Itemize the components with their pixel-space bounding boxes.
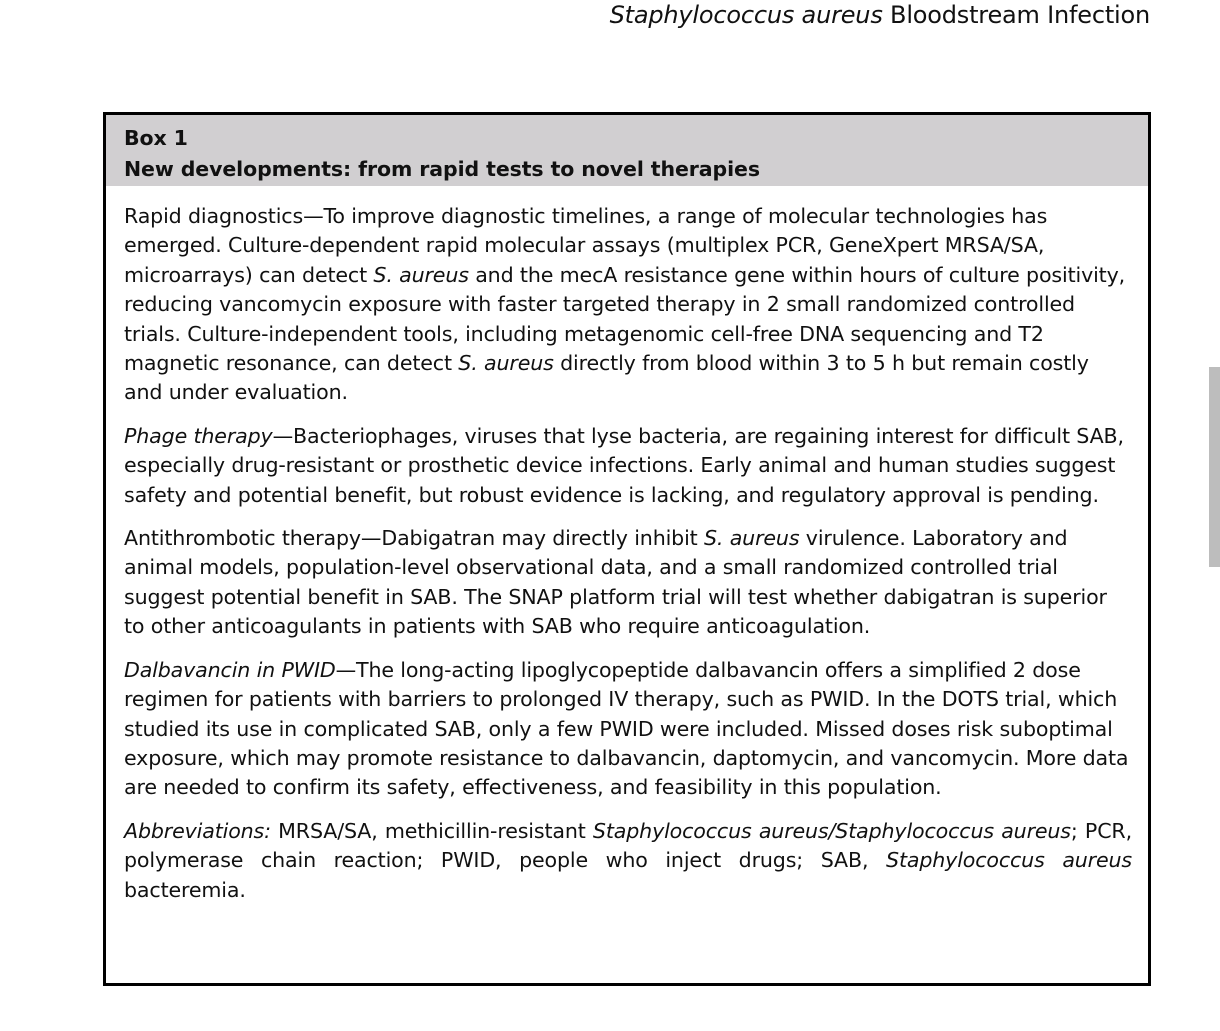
para-lead: Antithrombotic therapy — [124, 526, 361, 551]
para-text: and the mecA resistance gene within hours of culture positivity, reducing vancomycin exposure with faster targeted therapy in 2 small randomized controlled trials. Culture-independent tools, including metagenomic cell-free DNA sequencing and T2 magnetic resonance, can detect — [124, 262, 1126, 376]
para-italic: S. aureus — [704, 526, 800, 551]
para-lead: Abbreviations: — [124, 818, 271, 843]
paragraph-abbreviations — [124, 817, 1132, 905]
box-title: New developments: from rapid tests to novel therapies — [124, 157, 760, 181]
box-label: Box 1 — [124, 126, 188, 150]
para-italic: Staphylococcus aureus/Staphylococcus aureus — [592, 818, 1071, 843]
para-text: —Bacteriophages, viruses that lyse bacteria, are regaining interest for difficult SAB, especially drug-resistant or prosthetic device infections. Early animal and human studies suggest safety and potential benefit, but robust evidence is lacking, and regulatory approval is pending. — [124, 423, 1124, 507]
scrollbar-thumb[interactable] — [1209, 367, 1220, 567]
para-lead: Dalbavancin in PWID — [124, 657, 336, 682]
paragraph-rapid-diagnostics — [124, 202, 1132, 408]
running-header — [610, 0, 1150, 30]
paragraph-dalbavancin — [124, 656, 1132, 803]
para-lead: Rapid diagnostics — [124, 204, 304, 228]
paragraph-phage-therapy — [124, 422, 1132, 510]
box-body — [106, 186, 1148, 905]
para-italic: S. aureus — [458, 351, 554, 376]
para-lead: Phage therapy — [124, 423, 273, 448]
para-italic: S. aureus — [373, 262, 469, 287]
box-header — [106, 115, 1148, 186]
para-text: —To improve diagnostic timelines, a range of molecular technologies has emerged. Culture-dependent rapid molecular assays (multiplex PCR, GeneXpert MRSA/SA, microarrays) can detect — [124, 204, 1048, 287]
para-text: —The long-acting lipoglycopeptide dalbavancin offers a simplified 2 dose regimen for patients with barriers to prolonged IV therapy, such as PWID. In the DOTS trial, which studied its use in complicated SAB, only a few PWID were included. Missed doses risk suboptimal exposure, which may promote resistance to dalbavancin, daptomycin, and vancomycin. More data are needed to confirm its safety, effectiveness, and feasibility in this population. — [124, 657, 1129, 800]
running-header-rest: Bloodstream Infection — [882, 1, 1150, 29]
running-header-italic: Staphylococcus aureus — [609, 1, 883, 29]
para-text: ; PCR, polymerase chain reaction; PWID, people who inject drugs; SAB, — [124, 818, 1132, 873]
para-text: virulence. Laboratory and animal models, population-level observational data, and a small randomized controlled trial suggest potential benefit in SAB. The SNAP platform trial will test whether dabigatran is superior to other anticoagulants in patients with SAB who require anticoagulation. — [124, 526, 1107, 639]
para-italic: Staphylococcus aureus — [886, 848, 1133, 873]
para-text: MRSA/SA, methicillin-resistant — [270, 818, 593, 843]
para-text: directly from blood within 3 to 5 h but remain costly and under evaluation. — [124, 351, 1089, 405]
paragraph-antithrombotic-therapy — [124, 524, 1132, 642]
para-text: bacteremia. — [124, 877, 246, 902]
box-1 — [103, 112, 1151, 986]
para-text: —Dabigatran may directly inhibit — [360, 526, 704, 551]
